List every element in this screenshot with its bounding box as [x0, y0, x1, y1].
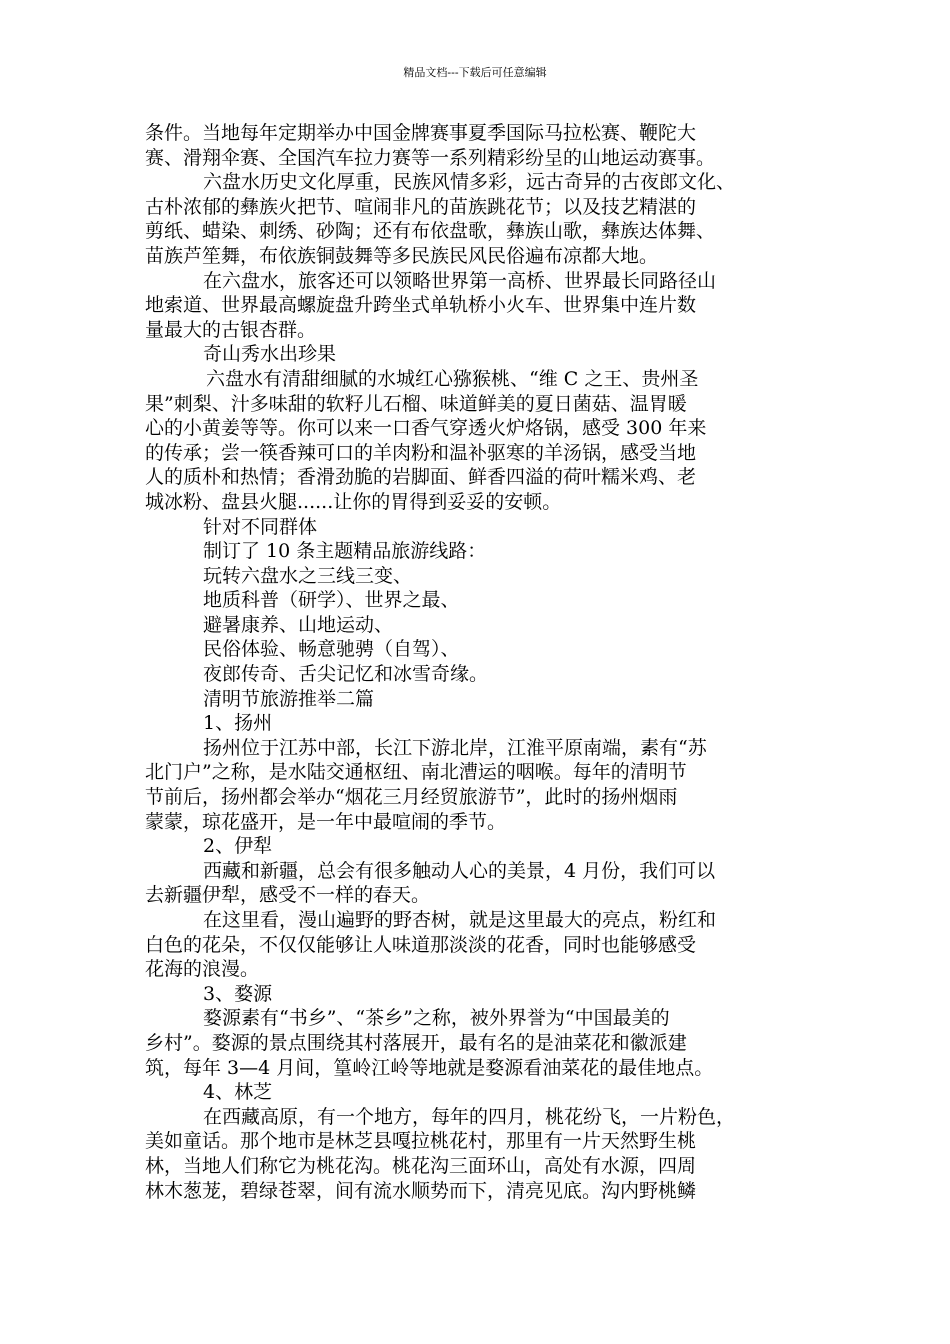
text-line: 民俗体验、畅意驰骋（自驾）、 [203, 638, 460, 661]
text-line: 美如童话。那个地市是林芝县嘎拉桃花村，那里有一片天然野生桃 [145, 1130, 697, 1153]
text-line: 果”刺梨、汁多味甜的软籽儿石榴、味道鲜美的夏日菌菇、温胃暖 [145, 392, 687, 415]
text-line: 在西藏高原，有一个地方，每年的四月，桃花纷飞，一片粉色， [203, 1105, 736, 1128]
text-line: 1、扬州 [203, 712, 273, 735]
text-line: 2、伊犁 [203, 835, 273, 858]
text-line: 条件。当地每年定期举办中国金牌赛事夏季国际马拉松赛、鞭陀大 [145, 122, 697, 144]
text-line: 蒙蒙，琼花盛开，是一年中最喧闹的季节。 [145, 810, 507, 833]
text-line: 在六盘水，旅客还可以领略世界第一高桥、世界最长同路径山 [203, 269, 717, 292]
text-line: 去新疆伊犁，感受不一样的春天。 [145, 884, 431, 907]
text-line: 地质科普（研学）、世界之最、 [203, 589, 460, 612]
document-body [145, 121, 810, 1203]
text-line: 赛、滑翔伞赛、全国汽车拉力赛等一系列精彩纷呈的山地运动赛事。 [145, 146, 716, 169]
text-line: 苗族芦笙舞，布依族铜鼓舞等多民族民风民俗遍布凉都大地。 [145, 244, 659, 267]
text-line: 3、婺源 [203, 982, 273, 1005]
page-header: 精品文档---下载后可任意编辑 [403, 66, 547, 79]
text-line: 避暑康养、山地运动、 [203, 613, 394, 636]
text-line: 人的质朴和热情；香滑劲脆的岩脚面、鲜香四溢的荷叶糯米鸡、老 [145, 466, 697, 489]
text-line: 节前后，扬州都会举办“烟花三月经贸旅游节”，此时的扬州烟雨 [145, 786, 678, 809]
text-line: 乡村”。婺源的景点围绕其村落展开，最有名的是油菜花和徽派建 [145, 1031, 687, 1054]
text-line: 筑，每年 3—4 月间，篁岭江岭等地就是婺源看油菜花的最佳地点。 [145, 1056, 714, 1079]
text-line: 针对不同群体 [203, 515, 318, 538]
text-line: 林木葱茏，碧绿苍翠，间有流水顺势而下，清亮见底。沟内野桃鳞 [145, 1179, 697, 1202]
text-line: 在这里看，漫山遍野的野杏树，就是这里最大的亮点，粉红和 [203, 909, 717, 931]
text-line: 扬州位于江苏中部，长江下游北岸，江淮平原南端，素有“苏 [203, 736, 707, 759]
text-line: 制订了 10 条主题精品旅游线路： [203, 540, 487, 563]
text-line: 古朴浓郁的彝族火把节、喧闹非凡的苗族跳花节；以及技艺精湛的 [145, 195, 697, 218]
text-line: 西藏和新疆，总会有很多触动人心的美景，4 月份，我们可以 [203, 859, 716, 882]
text-line: 的传承；尝一筷香辣可口的羊肉粉和温补驱寒的羊汤锅，感受当地 [145, 441, 697, 464]
text-line: 六盘水有清甜细腻的水城红心猕猴桃、“维 C 之王、贵州圣 [206, 367, 699, 390]
text-line: 林，当地人们称它为桃花沟。桃花沟三面环山，高处有水源，四周 [145, 1154, 697, 1177]
text-line: 北门户”之称，是水陆交通枢纽、南北漕运的咽喉。每年的清明节 [145, 761, 687, 784]
text-line: 奇山秀水出珍果 [203, 343, 337, 366]
text-line: 花海的浪漫。 [145, 958, 260, 981]
text-line: 心的小黄姜等等。你可以来一口香气穿透火炉烙锅，感受 300 年来 [145, 417, 707, 440]
text-line: 婺源素有“书乡”、“茶乡”之称，被外界誉为“中国最美的 [203, 1007, 670, 1030]
text-line: 剪纸、蜡染、刺绣、砂陶；还有布依盘歌，彝族山歌，彝族达体舞、 [145, 220, 716, 243]
text-line: 六盘水历史文化厚重，民族风情多彩，远古奇异的古夜郎文化、 [203, 171, 736, 194]
text-line: 4、林芝 [203, 1081, 273, 1104]
text-line: 地索道、世界最高螺旋盘升跨坐式单轨桥小火车、世界集中连片数 [145, 294, 697, 317]
text-line: 玩转六盘水之三线三变、 [203, 564, 413, 587]
text-line: 清明节旅游推举二篇 [203, 687, 375, 710]
text-line: 城冰粉、盘县火腿......让你的胃得到妥妥的安顿。 [145, 490, 562, 513]
text-line: 白色的花朵，不仅仅能够让人味道那淡淡的花香，同时也能够感受 [145, 933, 697, 956]
text-line: 夜郎传奇、舌尖记忆和冰雪奇缘。 [203, 663, 489, 686]
text-line: 量最大的古银杏群。 [145, 318, 317, 341]
